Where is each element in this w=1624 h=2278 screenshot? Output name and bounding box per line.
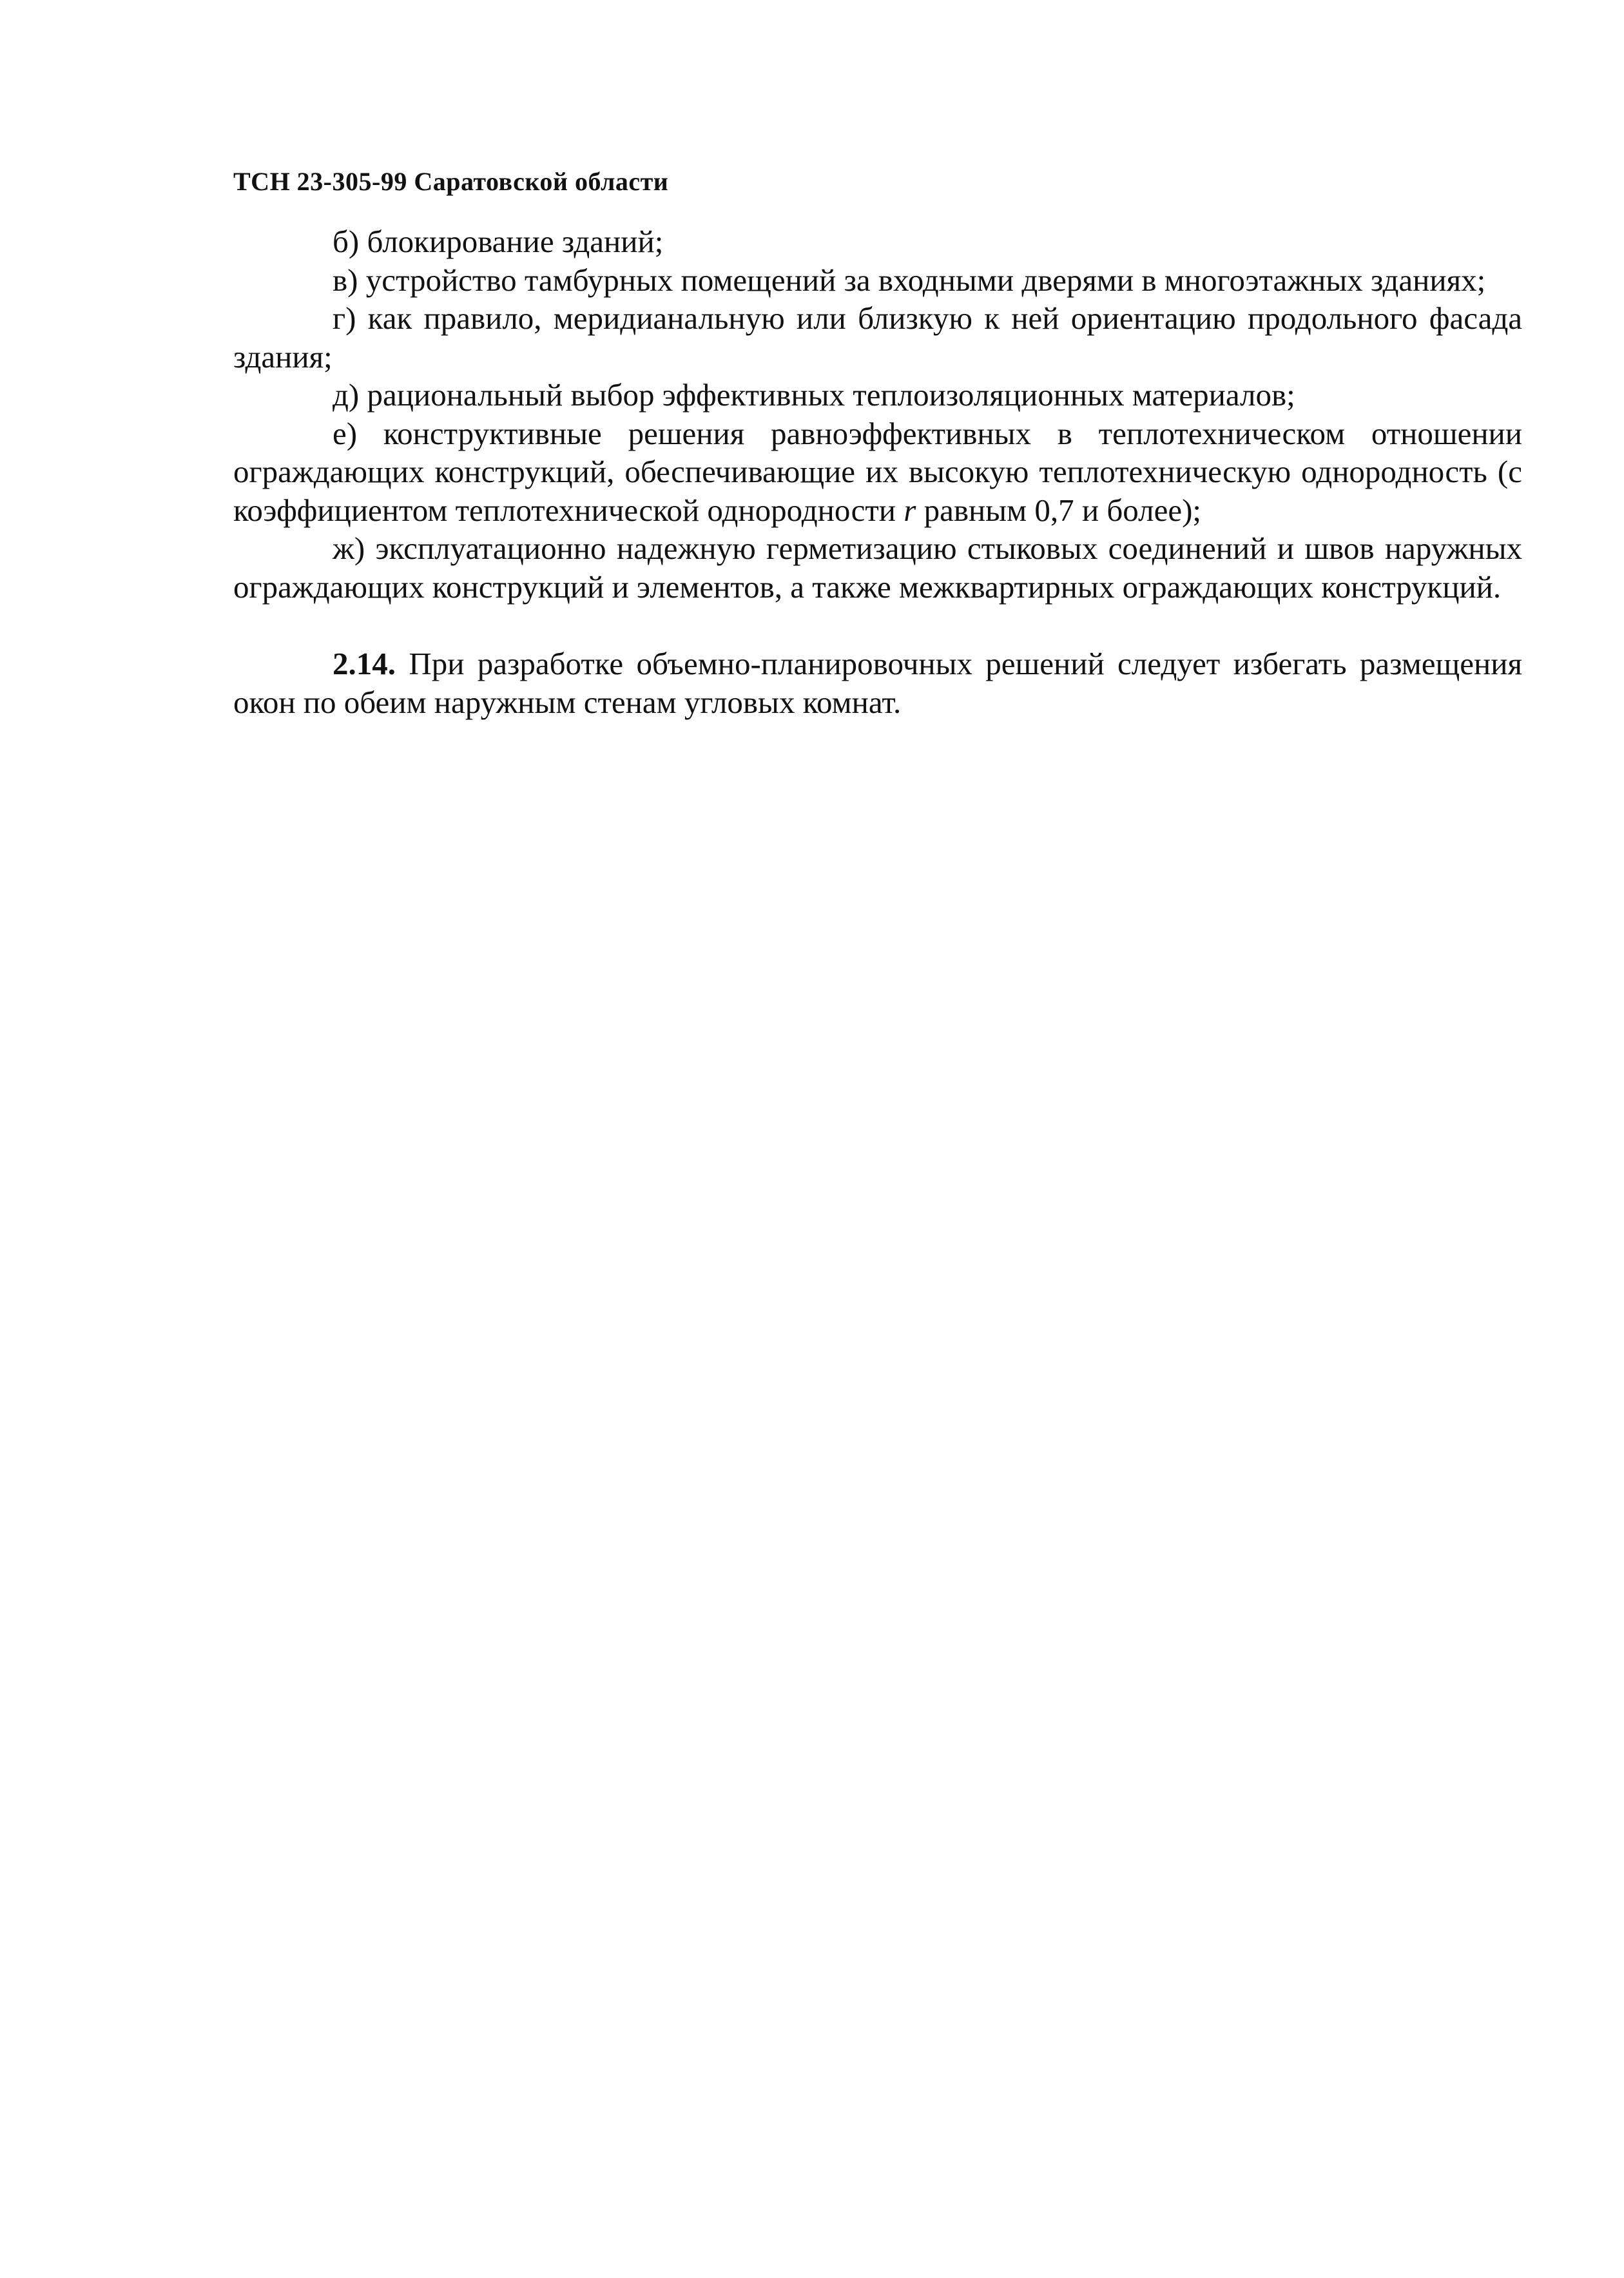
- clause-number: 2.14.: [333, 646, 396, 681]
- list-item-e-text-after: равным 0,7 и более);: [916, 492, 1202, 528]
- clause-2-14: [233, 645, 1522, 721]
- list-item-d: д) рациональный выбор эффективных теплоизоляционных материалов;: [333, 377, 1295, 413]
- list-item-g: г) как правило, меридианальную или близкую к ней ориентацию продольного фасада здания;: [233, 300, 1522, 375]
- running-header: ТСН 23-305-99 Саратовской области: [233, 167, 669, 196]
- list-item-e: [233, 414, 1522, 530]
- clause-text: При разработке объемно-планировочных решений следует избегать размещения окон по обеим наружным стенам угловых комнат.: [233, 646, 1522, 720]
- list-item-b: б) блокирование зданий;: [333, 224, 664, 259]
- body-text: [233, 222, 1522, 721]
- list-item-zh: ж) эксплуатационно надежную герметизацию стыковых соединений и швов наружных ограждающих конструкций и элементов, а также межквартирных ограждающих конструкций.: [233, 531, 1522, 605]
- variable-r: r: [904, 492, 916, 528]
- list-item-v: в) устройство тамбурных помещений за входными дверями в многоэтажных зданиях;: [333, 262, 1486, 298]
- list-item-e-text-before: е) конструктивные решения равноэффективных в теплотехническом отношении ограждающих конструкций, обеспечивающие их высокую теплотехническую однородность (с коэффициентом теплотехнической однородности: [233, 415, 1522, 528]
